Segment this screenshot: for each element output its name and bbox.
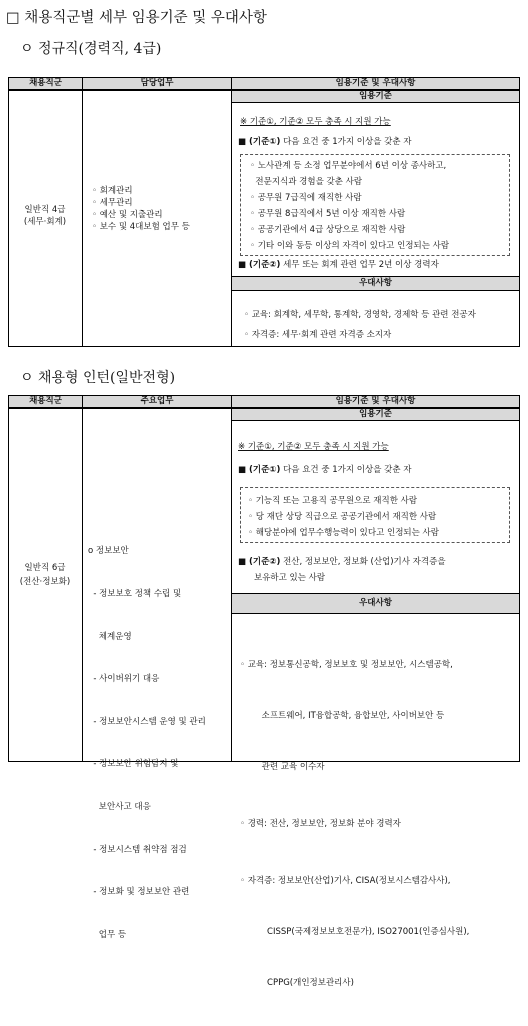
list-item: ◦ 자격증: 세무·회계 관련 자격증 소지자 xyxy=(244,330,392,340)
criterion1 xyxy=(238,465,411,476)
job-cell xyxy=(8,204,82,228)
list-item: - 사이버위기 대응 xyxy=(88,674,160,685)
header-duty: 주요업무 xyxy=(83,396,231,407)
section2-title: ㅇ 채용형 인턴(일반전형) xyxy=(20,370,176,386)
header-criteria: 임용기준 및 우대사항 xyxy=(232,78,519,89)
job-title: 일반직 4급 xyxy=(24,205,66,215)
job-field: (세무·회계) xyxy=(23,217,67,227)
criterion2 xyxy=(238,260,439,271)
list-item: ◦ 교육: 정보통신공학, 정보보호 및 정보보안, 시스템공학, xyxy=(240,660,453,670)
criterion1-items xyxy=(248,493,439,541)
header-job: 채용직군 xyxy=(9,78,82,89)
section1-title: ㅇ 정규직(경력직, 4급) xyxy=(20,41,162,57)
criterion2-label: ■ (기준②) xyxy=(238,260,281,270)
header-duty: 담당업무 xyxy=(83,78,231,89)
list-item: - 정보화 및 정보보안 관련 xyxy=(88,887,190,898)
table-regular xyxy=(8,77,520,347)
list-item: 보안사고 대응 xyxy=(88,802,151,813)
list-item: ◦ 예산 및 지출관리 xyxy=(92,210,163,220)
list-item: ◦ 교육: 회계학, 세무학, 통계학, 경영학, 경제학 등 관련 전공자 xyxy=(244,310,476,320)
list-item: CPPG(개인정보관리사) xyxy=(240,978,354,988)
pref-list xyxy=(240,623,469,1026)
job-cell xyxy=(8,561,82,589)
list-item: ◦ 공무원 8급직에서 5년 이상 재직한 사람 xyxy=(250,209,406,219)
list-item: ◦ 당 재단 상당 직급으로 공공기관에서 재직한 사람 xyxy=(248,512,437,522)
criterion1-label: ■ (기준①) xyxy=(238,465,281,475)
list-item: ◦ 보수 및 4대보험 업무 등 xyxy=(92,222,190,232)
page-title: □ 채용직군별 세부 임용기준 및 우대사항 xyxy=(6,10,267,26)
duty-list xyxy=(92,185,190,233)
criterion2-label: ■ (기준②) xyxy=(238,557,281,567)
pref-subheader: 우대사항 xyxy=(232,594,519,613)
job-title: 일반직 6급 xyxy=(24,563,66,573)
criterion1 xyxy=(238,137,411,148)
list-item: ◦ 노사관계 등 소정 업무분야에서 6년 이상 종사하고, xyxy=(250,161,447,171)
criterion2-text: 세무 또는 회계 관련 업무 2년 이상 경력자 xyxy=(283,260,439,270)
list-item: - 정보보안시스템 운영 및 관리 xyxy=(88,716,206,727)
header-job: 채용직군 xyxy=(9,396,82,407)
list-item: 소프트웨어, IT융합공학, 융합보안, 사이버보안 등 xyxy=(240,711,445,721)
header-criteria: 임용기준 및 우대사항 xyxy=(232,396,519,407)
list-item: CISSP(국제정보보호전문가), ISO27001(인증심사원), xyxy=(240,927,470,937)
criterion1-text: 다음 요건 중 1가지 이상을 갖춘 자 xyxy=(283,137,412,147)
list-item: 업무 등 xyxy=(88,929,127,940)
list-item: - 정보시스템 취약점 점검 xyxy=(88,844,187,855)
criteria-subheader: 임용기준 xyxy=(232,409,519,420)
criteria-note: ※ 기준①, 기준② 모두 충족 시 지원 가능 xyxy=(238,442,389,452)
table-intern xyxy=(8,395,520,988)
criteria-subheader: 임용기준 xyxy=(232,91,519,102)
criteria-note: ※ 기준①, 기준② 모두 충족 시 지원 가능 xyxy=(240,117,391,127)
list-item: ◦ 공공기관에서 4급 상당으로 재직한 사람 xyxy=(250,225,406,235)
list-item: ◦ 경력: 전산, 정보보안, 정보화 분야 경력자 xyxy=(240,819,401,829)
list-item: ◦ 기능직 또는 고용직 공무원으로 재직한 사람 xyxy=(248,496,418,506)
pref-list xyxy=(244,305,476,345)
list-item: ◦ 해당분야에 업무수행능력이 있다고 인정되는 사람 xyxy=(248,528,439,538)
pref-subheader: 우대사항 xyxy=(232,277,519,290)
list-item: ◦ 자격증: 정보보안(산업)기사, CISA(정보시스템감사사), xyxy=(240,876,451,886)
list-item: 관련 교육 이수자 xyxy=(240,762,325,772)
list-item: - 정보보호 정책 수립 및 xyxy=(88,589,182,600)
criterion2-text: 전산, 정보보안, 정보화 (산업)기사 자격증을 xyxy=(283,557,446,567)
list-item: ◦ 기타 이와 동등 이상의 자격이 있다고 인정되는 사람 xyxy=(250,241,450,251)
criterion1-text: 다음 요건 중 1가지 이상을 갖춘 자 xyxy=(283,465,412,475)
list-item: ◦ 회계관리 xyxy=(92,186,133,196)
list-item: o 정보보안 xyxy=(88,546,129,557)
job-field: (전산·정보화) xyxy=(19,577,71,587)
list-item: ◦ 공무원 7급직에 재직한 사람 xyxy=(250,193,362,203)
list-item: 전문지식과 경험을 갖춘 사람 xyxy=(250,177,363,187)
criterion1-label: ■ (기준①) xyxy=(238,137,281,147)
list-item: - 정보보안 위험탐지 및 xyxy=(88,759,179,770)
criterion1-items xyxy=(250,158,449,254)
duty-list xyxy=(88,516,206,971)
list-item: ◦ 세무관리 xyxy=(92,198,133,208)
criterion2-text-cont: 보유하고 있는 사람 xyxy=(254,573,326,583)
criterion2 xyxy=(238,554,446,586)
list-item: 체계운영 xyxy=(88,631,132,642)
